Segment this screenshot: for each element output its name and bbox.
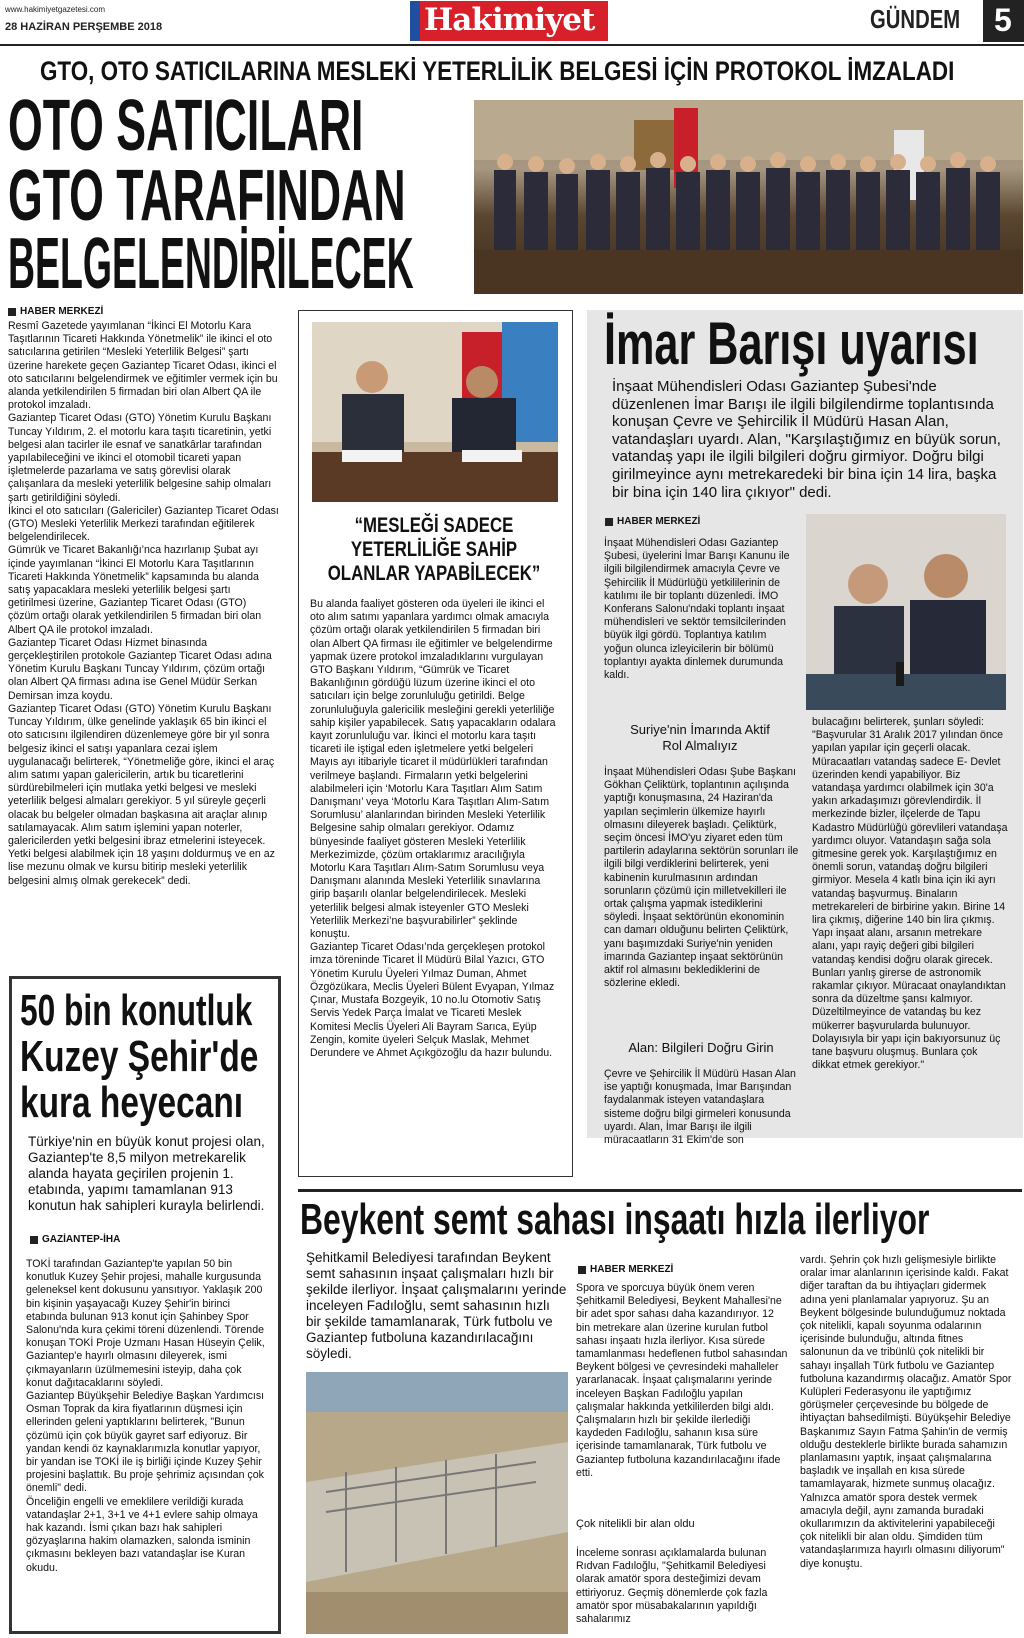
story2-lead: İnşaat Mühendisleri Odası Gaziantep Şubesi'nde düzenlenen İmar Barışı ile ilgili bilgilendirme toplantısında konuşan Çevre ve Şehircilik İl Müdürü Hasan Alan, vatandaşları uyardı. Alan, "Karşılaştığımız en büyük sorun, vatandaş yapı ile ilgili bilgileri doğru girmiyor. Doğru bilgi girilmeyince aynı metrekaredeki bir bina için 14 lira, başka bir bina için 140 lira çıkıyor" dedi. bbox=[612, 378, 1001, 501]
group-photo-illustration bbox=[474, 100, 1023, 294]
story4-top-rule bbox=[298, 1189, 1022, 1192]
story3-headline-3: kura heyecanı bbox=[20, 1078, 244, 1127]
story1-para-1: Resmî Gazetede yayımlanan “İkinci El Motorlu Kara Taşıtlarının Ticareti Hakkında Yönetmelik” ile ikinci el oto satıcılarına getirilen “Mesleki Yeterlilik Belgesi” şartı üzerine harekete geçen Gaziantep Ticaret Odası, ikinci el oto satıcılarını belgelendirmek ve eğitimler vermek için bu alanda yetkilendirilen 5 firmadan biri olan Albert QA ile protokol imzaladı. bbox=[8, 320, 278, 412]
story1-byline-text: HABER MERKEZİ bbox=[20, 306, 104, 317]
story3-headline-2: Kuzey Şehir'de bbox=[20, 1032, 259, 1081]
story1-headline-2: GTO TARAFINDAN bbox=[8, 156, 406, 236]
story1-byline bbox=[8, 306, 103, 317]
byline-square-icon bbox=[605, 518, 613, 526]
story2-subhead-2: Alan: Bilgileri Doğru Girin bbox=[628, 1040, 774, 1055]
story4-byline-text: HABER MERKEZİ bbox=[590, 1264, 674, 1275]
story1-headline-1: OTO SATICILARI bbox=[8, 86, 364, 166]
issue-date: 28 HAZİRAN PERŞEMBE 2018 bbox=[5, 21, 163, 33]
page-number-box bbox=[983, 0, 1024, 42]
story1-para-2: Gaziantep Ticaret Odası (GTO) Yönetim Kurulu Başkanı Tuncay Yıldırım, 2. el motorlu kara taşıtı ticaretinin, yetki belgesi alan tacirler ile esnaf ve sanatkârlar tarafından yapılabileceğini ve ikinci el otomobil ticareti yapan işletmelerde pazarlama ve satış görevlisi olarak çalışanlara da mesleki yeterlilik belgesine sahip olmaları şartı getirildiğini söyledi. bbox=[8, 412, 272, 504]
meeting-photo-illustration bbox=[806, 514, 1006, 710]
story3-headline-1: 50 bin konutluk bbox=[20, 986, 253, 1035]
story4-col1: Spora ve sporcuya büyük önem veren Şehitkamil Belediyesi, Beykent Mahallesi'ne bir adet spor sahası daha kazandırıyor. 12 bin metrekare alan üzerine kurulan futbol sahası inşaatı hızla ilerliyor. Kısa sürede tamamlanması hedeflenen futbol sahasından Beykent bölgesi ve çevresindeki mahalleler yararlanacak. İnşaat çalışmalarını yerinde inceleyen Başkan Fadıloğlu yapılan çalışmalar hakkında yetkililerden bilgi aldı. Çalışmaların hızlı bir şekilde ilerlediği kaydeden Fadıloğlu, sahanın kısa süre içerisinde tamamlanarak, Türk futbolu ve Gaziantep futboluna kazandırılacağını ifade etti. bbox=[576, 1282, 788, 1479]
story1-pull-quote: “MESLEĞİ SADECE YETERLİLİĞE SAHİP OLANLAR YAPABİLECEK” bbox=[327, 514, 541, 585]
logo-text: Hakimiyet bbox=[424, 2, 595, 38]
signing-photo-illustration bbox=[312, 322, 558, 502]
byline-square-icon bbox=[578, 1266, 586, 1274]
story4-subhead: Çok nitelikli bir alan oldu bbox=[576, 1518, 695, 1530]
story1-para-4: Gümrük ve Ticaret Bakanlığı’nca hazırlanıp Şubat ayı içinde yayımlanan “İkinci El Motorlu Kara Taşıtlarının Ticareti Hakkında Yönetmelik” kapsamında bu alanda satış yapacaklara mesleki yeterlilik belgesi şartı getirilmesi üzerine, Gaziantep Ticaret Odası (GTO) çözüm ortağı olarak yetkilendirilen 5 firmadan biri olan Albert QA ile protokol imzaladı. bbox=[8, 544, 262, 636]
story2-headline: İmar Barışı uyarısı bbox=[604, 310, 979, 377]
story4-col1b: İnceleme sonrası açıklamalarda bulunan Rıdvan Fadıloğlu, "Şehitkamil Belediyesi olarak amatör spora desteğimizi devam ettiriyoruz. Geçmiş dönemlerde çok fazla amatör spor müsabakalarının yapıldığı sahalarımız bbox=[576, 1547, 768, 1626]
story3-body: TOKİ tarafından Gaziantep'te yapılan 50 bin konutluk Kuzey Şehir projesi, mahalle kurgusunda geleneksel kent dokusunu yansıtıyor. Yaklaşık 200 bin kişinin yaşayacağı Kuzey Şehir'in birinci etabında bulunan 913 konut için Şahinbey Spor Salonu'nda kura çekimi töreni düzenlendi. Törende konuşan TOKİ Proje Uzmanı Hasan Hüseyin Çelik, Gaziantep'e hayırlı olmasını dileyerek, ismi çıkmayanların üzülmemesini isteyip, daha çok konut dağıtacaklarını söyledi. Gaziantep Büyükşehir Belediye Başkan Yardımcısı Osman Toprak da kira fiyatlarının düşmesi için ellerinden geleni yaptıklarını belirterek, "Bunun çözümü için çok büyük gayret sarf ediyoruz. Bir yandan kendi öz kaynaklarımızla konutlar yapıyor, bir yandan ise TOKİ ile iş birliği içinde Kuzey Şehir projesini başlattık. Bu proje şehrimiz açısından çok önemli" dedi. Önceliğin engelli ve emeklilere verildiği kurada vatandaşlar 2+1, 3+1 ve 4+1 evlere sahip olmaya hak kazandı. İsmi çıkan bazı hak sahipleri gözyaşlarına hakim olamazken, salonda isminin çıkmasını bekleyen bazı vatandaşlar ise Kuran okudu. bbox=[26, 1258, 265, 1574]
story3-byline-text: GAZİANTEP-İHA bbox=[42, 1234, 121, 1245]
page-number: 5 bbox=[994, 2, 1012, 38]
masthead-bar bbox=[0, 0, 1024, 46]
story1-body bbox=[8, 320, 280, 888]
byline-square-icon bbox=[8, 308, 16, 316]
story2-subhead-1: Suriye'nin İmarında Aktif Rol Almalıyız bbox=[630, 722, 770, 753]
story3-lead: Türkiye'nin en büyük konut projesi olan, Gaziantep'te 8,5 milyon metrekarelik alanda hayata geçirilen projenin 1. etabında, yapımı tamamlanan 913 konutun hak sahipleri kurayla belirlendi. bbox=[28, 1134, 265, 1213]
story3-byline bbox=[30, 1234, 120, 1245]
story2-byline-text: HABER MERKEZİ bbox=[617, 516, 701, 527]
story1-para-3: İkinci el oto satıcıları (Galericiler) Gaziantep Ticaret Odası (GTO) Mesleki Yeterlilik Merkezi tarafından eğitilerek belgelendirilecek. bbox=[8, 504, 279, 544]
story2-para-3: bulacağını belirterek, şunları söyledi: "Başvurular 31 Aralık 2017 yılından önce yapılan yapılar için geçerli olacak. Müracaatları vatandaş sadece E- Devlet üzerinden kendi yapabiliyor. Biz vatandaşa yardımcı olabilmek için 30'a yakın arkadaşımızı görevlendirdik. İl merkezinde bizler, ilçelerde de Tapu Kadastro Müdürlüğü görevlileri vatandaşa yardımcı oluyor. Vatandaşın sağa sola gitmesine gerek yok. Karşılaştığımız en önemli sorun, vatandaş doğru bilgileri girmiyor. Mesela 4 katlı bina için iki ayrı vatandaş başvurmuş. Binaların metrekareleri de birbirine yakın. Birine 14 lira çıkmış, diğerine 140 bin lira çıkmış. Yapı inşaat alanı, arsanın metrekare alanı, yapı rayiç değeri gibi bilgileri vatandaş kendisi doğru olarak girecek. Bunları yanlış girerse de astronomik rakamlar çıkıyor. Müracaat onaylandıktan sonra da düzeltme şansı kalmıyor. Düzeltilmeyince de vatandaş bu kez mükerrer başvurularda bulunuyor. Dolayısıyla bir yapı için bakıyorsunuz üç tane başvuru oluşmuş. Bunlara çok dikkat etmek gerekiyor." bbox=[812, 716, 1008, 1072]
construction-photo-illustration bbox=[306, 1372, 568, 1634]
story1-para-6: Gaziantep Ticaret Odası (GTO) Yönetim Kurulu Başkanı Tuncay Yıldırım, ülke genelinde yaklaşık 65 bin ikinci el oto satıcısını ilgilendiren düzenlemeye göre bir yıl sonra belgesiz ikinci el satışı yapanlara cezai işlem uygulanacağı belirterek, “Yönetmeliğe göre, ikinci el araç alım satımı yapan galericilerin, artık bu ticaretlerini sürdürebilmeleri için mutlaka yetki belgesi ve mesleki yeterlilik belgesi almaları gerekiyor. 5 yıl süreyle geçerli olacak bu belgeler olmadan başkasına ait araçlar alınıp satılamayacak. Alım satım işlemini yapan noterler, galericilerden yetki belgesini ibraz etmelerini isteyecek. Yetki belgesi alabilmek için 18 yaşını doldurmuş ve en az lise mezunu olmak ve kursu bitirip mesleki yeterlilik belgesini almış olmak gerekecek” dedi. bbox=[8, 702, 275, 887]
story1-headline-3: BELGELENDİRİLECEK bbox=[8, 224, 414, 304]
story2-para-2: Çevre ve Şehircilik İl Müdürü Hasan Alan ise yaptığı konuşmada, İmar Barışından faydalanmak isteyen vatandaşlara sisteme doğru bilgi girmeleri konusunda uyardı. Alan, İmar Barışı ile ilgili müracaatların 31 Ekim'de son bbox=[604, 1068, 796, 1147]
story4-headline: Beykent semt sahası inşaatı hızla ilerliyor bbox=[300, 1195, 930, 1244]
story1-kicker: GTO, OTO SATICILARINA MESLEKİ YETERLİLİK BELGESİ İÇİN PROTOKOL İMZALADI bbox=[40, 56, 955, 86]
story1-para-5: Gaziantep Ticaret Odası Hizmet binasında gerçekleştirilen protokole Gaziantep Ticaret Odası adına Yönetim Kurulu Başkanı Tuncay Yıldırım, çözüm ortağı olan Albert QA firması adına ise Genel Müdür Serkan Demirsan imza koydu. bbox=[8, 636, 272, 702]
story1-group-photo bbox=[474, 100, 1023, 294]
story1-signing-photo bbox=[312, 322, 558, 502]
story4-col2: vardı. Şehrin çok hızlı gelişmesiyle birlikte oralar imar alanlarının içerisinde kaldı. Fakat diğer taraftan da bu ihtiyaçları gidermek adına yeni planlamalar yapıyoruz. Şu an Beykent bölgesinde bulunduğumuz noktada çok nitelikli, kapalı soyunma odalarının içerisinde bulunduğu, altında fitnes salonunun da ve tribünlü çok nitelikli bir sahayı inşallah Türk futbolu ve Gaziantep futboluna kazandırmış olacağız. Amatör Spor Kulüpleri Federasyonu ile yaptığımız görüşmeler çerçevesinde bu bölgede de ihtiyaçtan bahsedilmişti. Büyükşehir Belediye Başkanımız Sayın Fatma Şahin'in de vermiş olduğu desteklerle birlikte burada sahamızın planlamasını yaptık, inşaat çalışmalarına başladık ve inşallah en kısa sürede tamamlayarak, hizmete sunmuş olacağız. Yalnızca amatör spora destek vermek amacıyla değil, aynı zamanda buradaki okullarımızın da aktivitelerini yapabileceği çok nitelikli bir alan oldu. Şimdiden tüm vatandaşlarımıza hayırlı olmasını diliyorum" diye konuştu. bbox=[800, 1254, 1012, 1570]
newspaper-logo bbox=[410, 1, 608, 41]
story4-byline bbox=[578, 1264, 673, 1275]
byline-square-icon bbox=[30, 1236, 38, 1244]
story1-body2 bbox=[310, 598, 560, 1060]
story2-meeting-photo bbox=[806, 514, 1006, 710]
story1-body2-para-2: Gaziantep Ticaret Odası’nda gerçekleşen protokol imza töreninde Ticaret İl Müdürü Bilal Yazıcı, GTO Yönetim Kurulu Üyeleri Yılmaz Duman, Ahmet Özgözükara, Meclis Üyeleri Bülent Evyapan, Yılmaz Çınar, Mustafa Bozgeyik, 10 no.lu Otomotiv Satış Servis Yedek Parça İmalat ve Ticareti Meslek Komitesi Meclis Üyeleri Ali Bayram Sarıca, Eyüp Zengin, komite üyeleri Selçuk Maslak, Mehmet Derundere ve Ahmet Açıkgözoğlu da hazır bulundu. bbox=[310, 941, 555, 1059]
website-url: www.hakimiyetgazetesi.com bbox=[5, 5, 106, 14]
story2-para-1: İnşaat Mühendisleri Odası Şube Başkanı Gökhan Çeliktürk, toplantının açılışında yaptığı konuşmasına, 24 Haziran'da yapılan seçimlerin ülkemize hayırlı olmasını dileyerek başladı. Çeliktürk, seçim öncesi İMO'yu ziyaret eden tüm partilerin adaylarına sektörün sorunları ile ilgili bilgi verdiklerini belirterek, yeni kabinenin kurulmasının ardından sorunların çözümü için milletvekilleri ile ortak çalışma yapmak istediklerini söyledi. İnşaat sektörünün ekonominin can damarı olduğunu belirten Çeliktürk, yanı başımızdaki Suriye'nin yeniden imarında Gaziantep inşaat sektörünün aktif rol almasını beklediklerini de sözlerine ekledi. bbox=[604, 766, 799, 990]
section-label: GÜNDEM bbox=[870, 4, 961, 34]
story2-intro: İnşaat Mühendisleri Odası Gaziantep Şubesi, üyelerini İmar Barışı Kanunu ile ilgili bilgilendirmek amacıyla Çevre ve Şehircilik İl Müdürlüğü yetkililerinin de katılımı ile bir toplantı düzenledi. İMO Konferans Salonu'ndaki toplantı inşaat mühendisleri ve sektör temsilcilerinden büyük ilgi gördü. Toplantıya katılım yoğun olunca izleyicilerin bir bölümü toplantıyı ayakta dinlemek durumunda kaldı. bbox=[604, 537, 790, 682]
story4-construction-photo bbox=[306, 1372, 568, 1634]
story2-byline bbox=[605, 516, 700, 527]
story1-body2-para-1: Bu alanda faaliyet gösteren oda üyeleri ile ikinci el oto alım satımı yapanlara yardımcı olmak amacıyla çözüm ortağı olarak yetkilendirilen 5 firmadan biri olan Albert QA firması ile eğitimler ve belgelendirme yapmak üzere protokol imzaladıklarını vurgulayan GTO Başkanı Yıldırım, “Gümrük ve Ticaret Bakanlığının gördüğü lüzum üzerine ikinci el oto satıcıları için belge zorunluluğu getirildi. Belge zorunluluğuyla galericilik mesleğini gerekli yeterliliğe sahip kişiler yapabilecek. Satış yapacakların odalara kayıt zorunluluğu var. İkinci el motorlu kara taşıtı ticareti ile iştigal eden işletmelere yetki belgeleri Mayıs ayı itibariyle ticaret il müdürlükleri tarafından verilmeye başlandı. Firmaların yetki belgelerini alabilmeleri için ‘Motorlu Kara Taşıtları Alım Satım Danışmanı’ veya ‘Motorlu Kara Taşıtları Alım-Satım Sorumlusu’ alanlarından birinden Mesleki Yeterlilik Belgesine sahip olmaları gerekiyor. Odamız bünyesinde faaliyet gösteren Mesleki Yeterlilik Merkezimizde, çözüm ortaklarımız aracılığıyla Motorlu Kara Taşıtları Alım-Satım Sorumlusu veya Danışmanı alanında Mesleki Yeterlilik sınavlarına girip başarılı olanlar belgelendirilecek. Mesleki yeterlilik belgesi almak isteyenler GTO Mesleki Yeterlilik Merkezi’ne başvurabilirler” şeklinde konuştu. bbox=[310, 598, 556, 941]
story4-lead: Şehitkamil Belediyesi tarafından Beykent semt sahasının inşaat çalışmaları hızlı bir şekilde ilerliyor. İnşaat çalışmalarını yerinde inceleyen Fadıloğlu, semt sahasının hızlı bir şekilde tamamlanarak, Türk futbolu ve Gaziantep futboluna kazandırılacağını söyledi. bbox=[306, 1250, 567, 1361]
